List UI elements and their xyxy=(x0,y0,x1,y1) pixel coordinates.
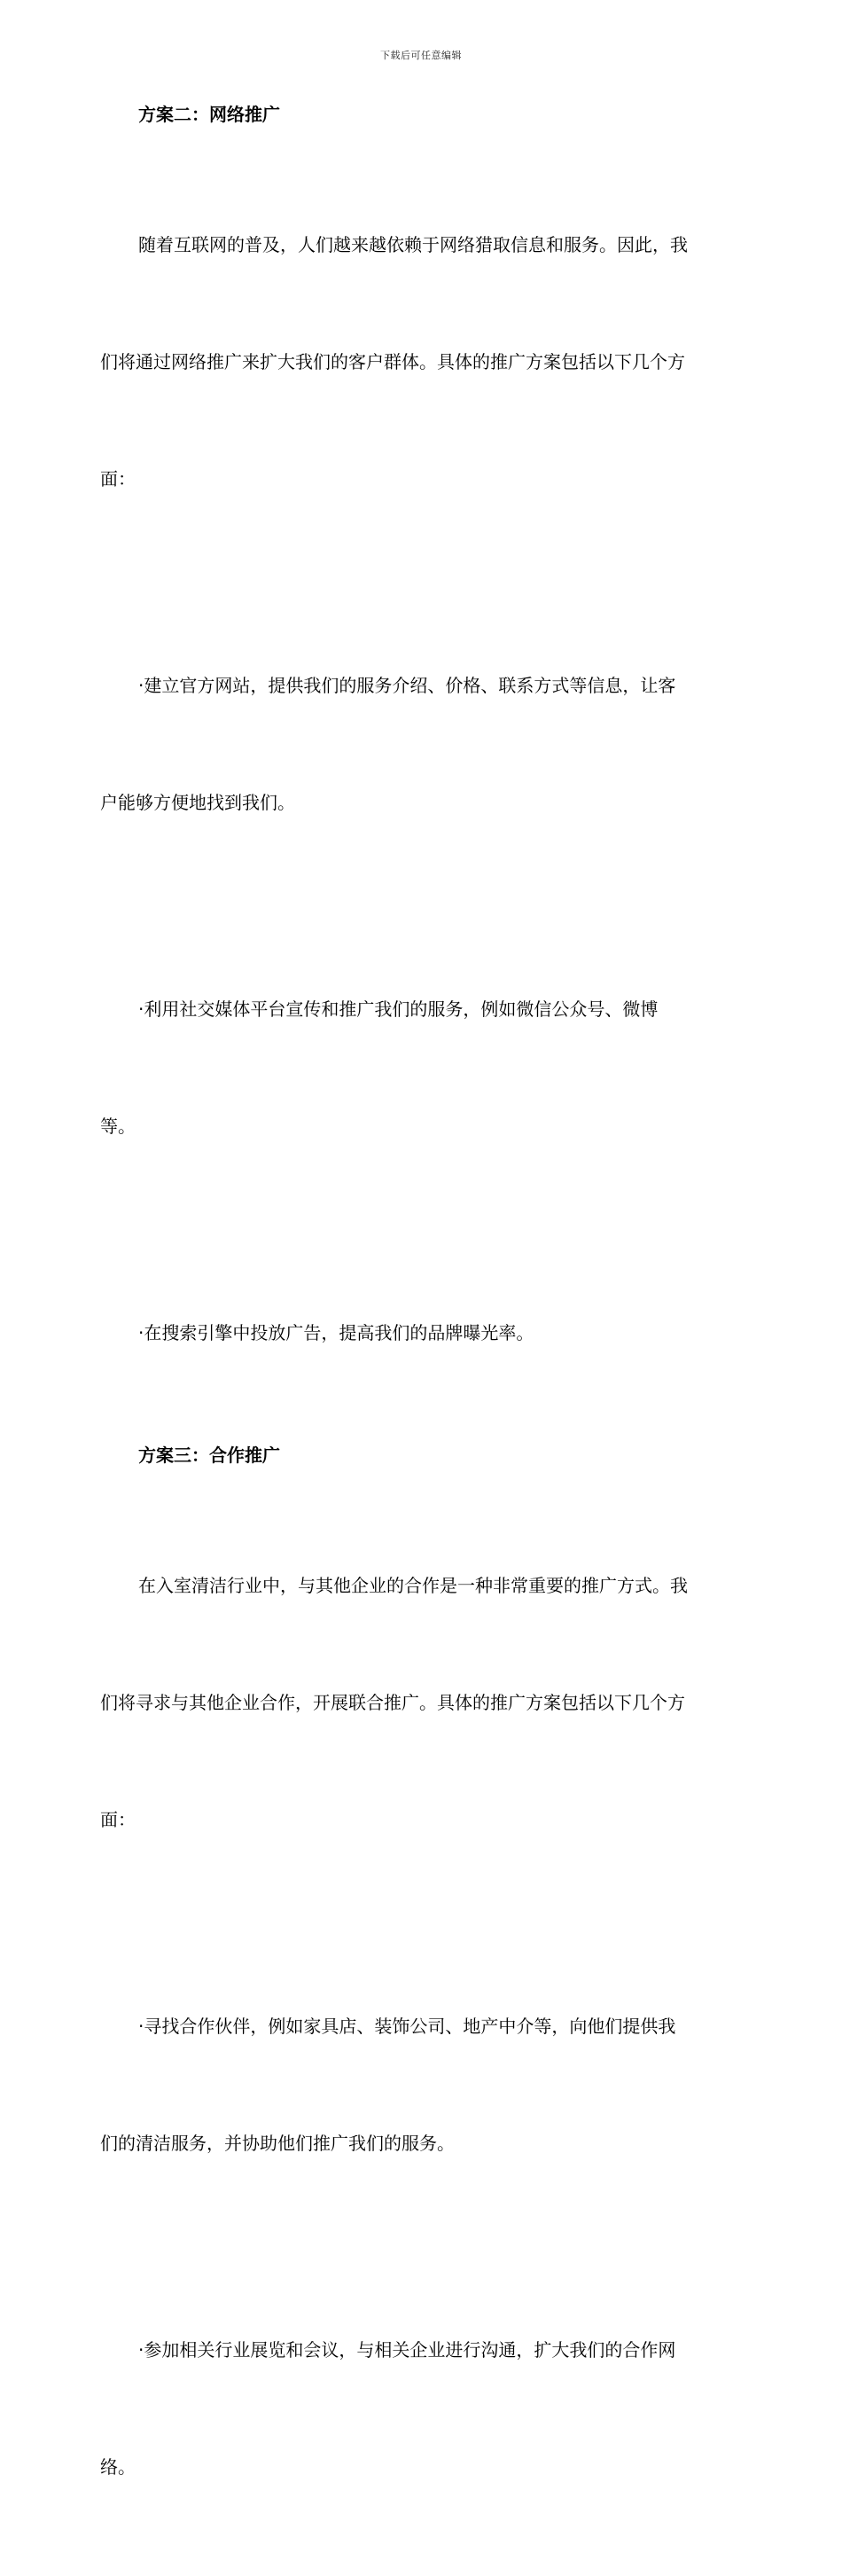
paragraph-cooperation-intro xyxy=(100,1488,742,1917)
paragraph-line: 们的清洁服务，并协助他们推广我们的服务。 xyxy=(100,2133,455,2154)
paragraph-line: ·寻找合作伙伴，例如家具店、装饰公司、地产中介等，向他们提供我 xyxy=(138,2016,676,2037)
bullet-search-ads xyxy=(100,1235,742,1430)
paragraph-line: ·参加相关行业展览和会议，与相关企业进行沟通，扩大我们的合作网 xyxy=(138,2339,676,2361)
section-heading-plan-two: 方案二：网络推广 xyxy=(138,104,280,125)
section-heading-plan-three: 方案三：合作推广 xyxy=(138,1445,280,1466)
paragraph-line: 面： xyxy=(100,1809,136,1830)
page-header: 下载后可任意编辑 xyxy=(380,50,462,61)
paragraph-line: ·在搜索引擎中投放广告，提高我们的品牌曝光率。 xyxy=(138,1322,534,1343)
bullet-find-partners xyxy=(100,1929,742,2241)
paragraph-line: 户能够方便地找到我们。 xyxy=(100,792,295,813)
paragraph-line: 们将通过网络推广来扩大我们的客户群体。具体的推广方案包括以下几个方 xyxy=(100,351,685,372)
bullet-exhibitions xyxy=(100,2252,742,2564)
paragraph-line: 们将寻求与其他企业合作，开展联合推广。具体的推广方案包括以下几个方 xyxy=(100,1692,685,1713)
paragraph-line: ·利用社交媒体平台宣传和推广我们的服务，例如微信公众号、微博 xyxy=(138,998,659,1020)
paragraph-line: 在入室清洁行业中，与其他企业的合作是一种非常重要的推广方式。我 xyxy=(138,1575,688,1596)
paragraph-network-intro xyxy=(100,147,742,576)
bullet-official-website xyxy=(100,588,742,900)
document-body xyxy=(100,101,742,2576)
paragraph-line: 等。 xyxy=(100,1116,136,1137)
paragraph-line: 面： xyxy=(100,468,136,489)
paragraph-line: 络。 xyxy=(100,2456,136,2478)
bullet-social-media xyxy=(100,912,742,1224)
paragraph-line: ·建立官方网站，提供我们的服务介绍、价格、联系方式等信息，让客 xyxy=(138,675,676,696)
paragraph-line: 随着互联网的普及，人们越来越依赖于网络猎取信息和服务。因此，我 xyxy=(138,234,688,255)
